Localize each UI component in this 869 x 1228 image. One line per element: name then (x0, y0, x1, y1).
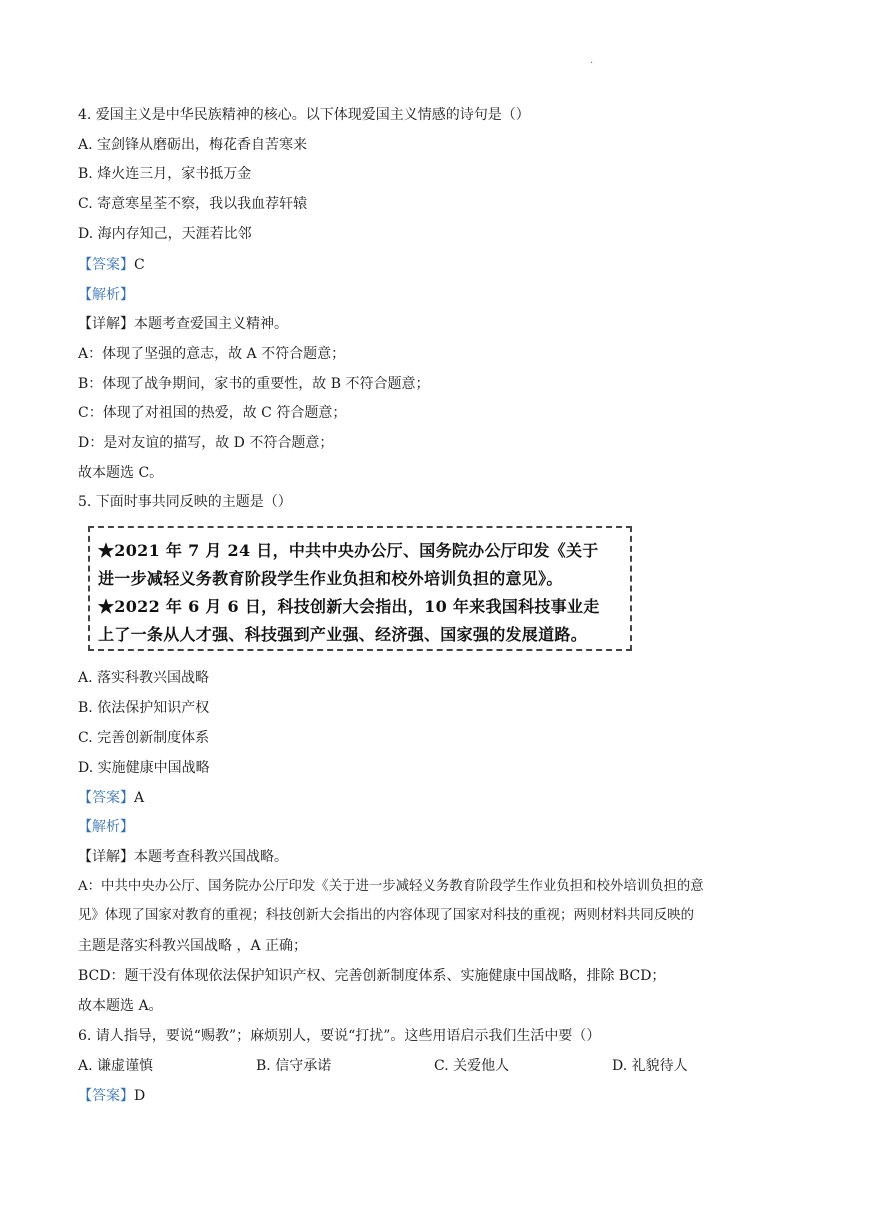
q4-detail (78, 314, 288, 334)
q5-material-line: 进一步减轻义务教育阶段学生作业负担和校外培训负担的意见》。 (98, 569, 563, 588)
q4-detail-tag: 【详解】 (78, 316, 134, 332)
q5-option-b: B. 依法保护知识产权 (78, 700, 210, 716)
q4-option-c: C. 寄意寒星荃不察，我以我血荐轩辕 (78, 196, 308, 212)
q5-material-line: 上了一条从人才强、科技强到产业强、经济强、国家强的发展道路。 (98, 625, 588, 644)
page-marker: · (590, 58, 594, 69)
q6-option-a: A. 谦虚谨慎 (78, 1058, 154, 1074)
q5-option-c: C. 完善创新制度体系 (78, 730, 210, 746)
q4-option-d: D. 海内存知己，天涯若比邻 (78, 226, 252, 242)
q5-explanation-a-3: 主题是落实科教兴国战略 ，A 正确； (78, 938, 308, 954)
q4-explanation-c: C：体现了对祖国的热爱，故 C 符合题意； (78, 405, 347, 421)
q5-explanation-bcd: BCD：题干没有体现依法保护知识产权、完善创新制度体系、实施健康中国战略，排除 BCD； (78, 968, 666, 984)
q5-detail-tag: 【详解】 (78, 849, 134, 865)
q5-material-box (88, 526, 632, 651)
q5-detail-text: 本题考查科教兴国战略。 (134, 849, 288, 865)
q5-answer (78, 788, 144, 808)
q4-stem: 4. 爱国主义是中华民族精神的核心。以下体现爱国主义情感的诗句是（） (78, 107, 530, 123)
q5-stem: 5. 下面时事共同反映的主题是（） (78, 494, 292, 510)
q5-material-line: ★2022 年 6 月 6 日，科技创新大会指出，10 年来我国科技事业走 (98, 597, 600, 616)
q4-explanation-b: B：体现了战争期间，家书的重要性，故 B 不符合题意； (78, 376, 430, 392)
q5-explanation-a-2: 见》体现了国家对教育的重视；科技创新大会指出的内容体现了国家对科技的重视；两则材料共同反映的 (78, 908, 694, 923)
q5-answer-value: A (134, 790, 145, 806)
q5-conclusion: 故本题选 A。 (78, 998, 163, 1014)
q5-answer-tag: 【答案】 (78, 790, 134, 806)
q5-option-a: A. 落实科教兴国战略 (78, 670, 210, 686)
q5-material-line: ★2021 年 7 月 24 日，中共中央办公厅、国务院办公厅印发《关于 (98, 541, 599, 560)
q5-analysis-tag: 【解析】 (78, 819, 134, 835)
q4-answer-value: C (134, 257, 145, 273)
q5-explanation-a-1: A：中共中央办公厅、国务院办公厅印发《关于进一步减轻义务教育阶段学生作业负担和校外培训负担的意 (78, 879, 704, 894)
q6-option-d: D. 礼貌待人 (612, 1058, 688, 1074)
q4-option-a: A. 宝剑锋从磨砺出，梅花香自苦寒来 (78, 137, 308, 153)
q6-answer-value: D (134, 1088, 146, 1104)
q4-explanation-a: A：体现了坚强的意志，故 A 不符合题意； (78, 346, 346, 362)
q4-conclusion: 故本题选 C。 (78, 465, 164, 481)
q4-option-b: B. 烽火连三月，家书抵万金 (78, 166, 252, 182)
q4-answer-tag: 【答案】 (78, 257, 134, 273)
q6-answer (78, 1086, 145, 1106)
q6-answer-tag: 【答案】 (78, 1088, 134, 1104)
q6-option-c: C. 关爱他人 (434, 1058, 510, 1074)
q4-answer (78, 255, 145, 275)
q4-explanation-d: D：是对友谊的描写，故 D 不符合题意； (78, 435, 334, 451)
q4-analysis-tag: 【解析】 (78, 287, 134, 303)
q5-detail (78, 847, 288, 867)
q6-option-b: B. 信守承诺 (256, 1058, 332, 1074)
q4-detail-text: 本题考查爱国主义精神。 (134, 316, 288, 332)
q6-stem: 6. 请人指导，要说“赐教”；麻烦别人，要说“打扰”。这些用语启示我们生活中要（） (78, 1028, 601, 1044)
q5-option-d: D. 实施健康中国战略 (78, 760, 210, 776)
